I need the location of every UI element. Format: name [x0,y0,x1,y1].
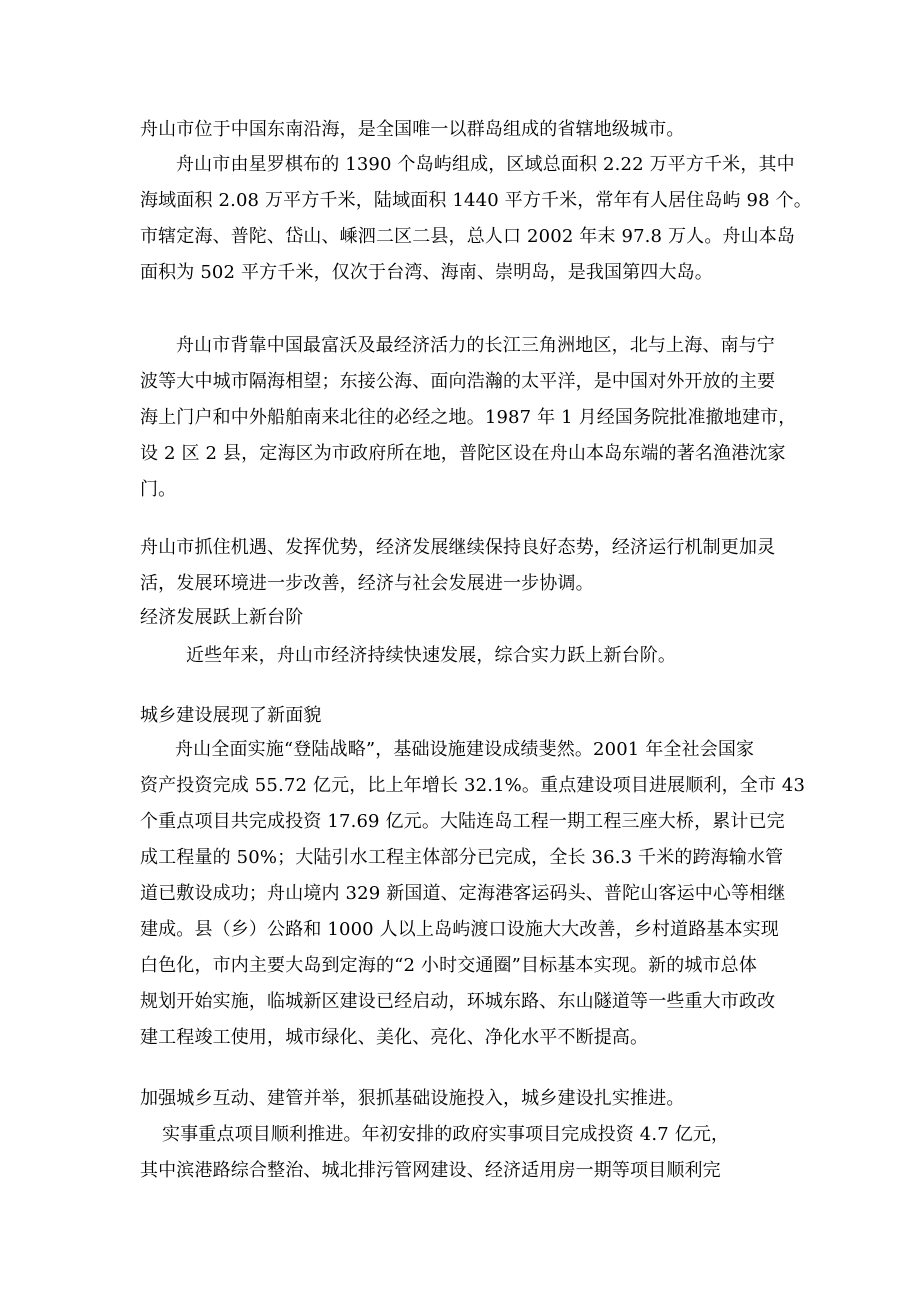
paragraph-5-line-1: 近些年来，舟山市经济持续快速发展，综合实力跃上新台阶。 [186,645,677,666]
paragraph-6-line-1: 舟山全面实施“登陆战略”，基础设施建设成绩斐然。2001 年全社会国家 [175,739,755,760]
paragraph-2-line-1: 舟山市由星罗棋布的 1390 个岛屿组成，区域总面积 2.22 万平方千米，其中 [176,154,795,175]
paragraph-6-line-8: 规划开始实施，临城新区建设已经启动，环城东路、东山隧道等一些重大市政改 [140,991,776,1012]
paragraph-3-line-2: 波等大中城市隔海相望；东接公海、面向浩瀚的太平洋，是中国对外开放的主要 [140,371,776,392]
paragraph-8-line-2: 其中滨港路综合整治、城北排污管网建设、经济适用房一期等项目顺利完 [140,1160,721,1181]
paragraph-6-line-9: 建工程竣工使用，城市绿化、美化、亮化、净化水平不断提高。 [140,1027,649,1048]
paragraph-6-line-5: 道已敷设成功；舟山境内 329 新国道、定海港客运码头、普陀山客运中心等相继 [140,883,786,904]
paragraph-4-line-2: 活，发展环境进一步改善，经济与社会发展进一步协调。 [140,573,594,594]
paragraph-4-line-1: 舟山市抓住机遇、发挥优势，经济发展继续保持良好态势，经济运行机制更加灵 [140,537,776,558]
paragraph-2-line-3: 市辖定海、普陀、岱山、嵊泗二区二县，总人口 2002 年末 97.8 万人。舟山本岛 [140,226,796,247]
paragraph-3-line-5: 门。 [140,479,177,500]
paragraph-3-line-4: 设 2 区 2 县，定海区为市政府所在地，普陀区设在舟山本岛东端的著名渔港沈家 [140,443,786,464]
section-heading-urban-rural: 城乡建设展现了新面貌 [140,705,322,726]
paragraph-2-line-2: 海域面积 2.08 万平方千米，陆域面积 1440 平方千米，常年有人居住岛屿 98 个。 [140,190,812,211]
paragraph-6-line-7: 白色化，市内主要大岛到定海的“2 小时交通圈”目标基本实现。新的城市总体 [140,955,757,976]
paragraph-3-line-1: 舟山市背靠中国最富沃及最经济活力的长江三角洲地区，北与上海、南与宁 [176,335,775,356]
paragraph-6-line-6: 建成。县（乡）公路和 1000 人以上岛屿渡口设施大大改善，乡村道路基本实现 [140,919,779,940]
paragraph-1-line-1: 舟山市位于中国东南沿海，是全国唯一以群岛组成的省辖地级城市。 [140,119,685,140]
paragraph-6-line-2: 资产投资完成 55.72 亿元，比上年增长 32.1%。重点建设项目进展顺利，全市 43 [140,775,806,796]
paragraph-7-line-1: 加强城乡互动、建管并举，狠抓基础设施投入，城乡建设扎实推进。 [140,1088,685,1109]
paragraph-8-line-1: 实事重点项目顺利推进。年初安排的政府实事项目完成投资 4.7 亿元， [162,1124,730,1145]
paragraph-3-line-3: 海上门户和中外船舶南来北往的必经之地。1987 年 1 月经国务院批准撤地建市， [140,407,797,428]
section-heading-economy: 经济发展跃上新台阶 [140,607,304,628]
paragraph-2-line-4: 面积为 502 平方千米，仅次于台湾、海南、崇明岛，是我国第四大岛。 [140,262,713,283]
paragraph-6-line-4: 成工程量的 50%；大陆引水工程主体部分已完成，全长 36.3 千米的跨海输水管 [140,847,784,868]
paragraph-6-line-3: 个重点项目共完成投资 17.69 亿元。大陆连岛工程一期工程三座大桥，累计已完 [140,811,785,832]
